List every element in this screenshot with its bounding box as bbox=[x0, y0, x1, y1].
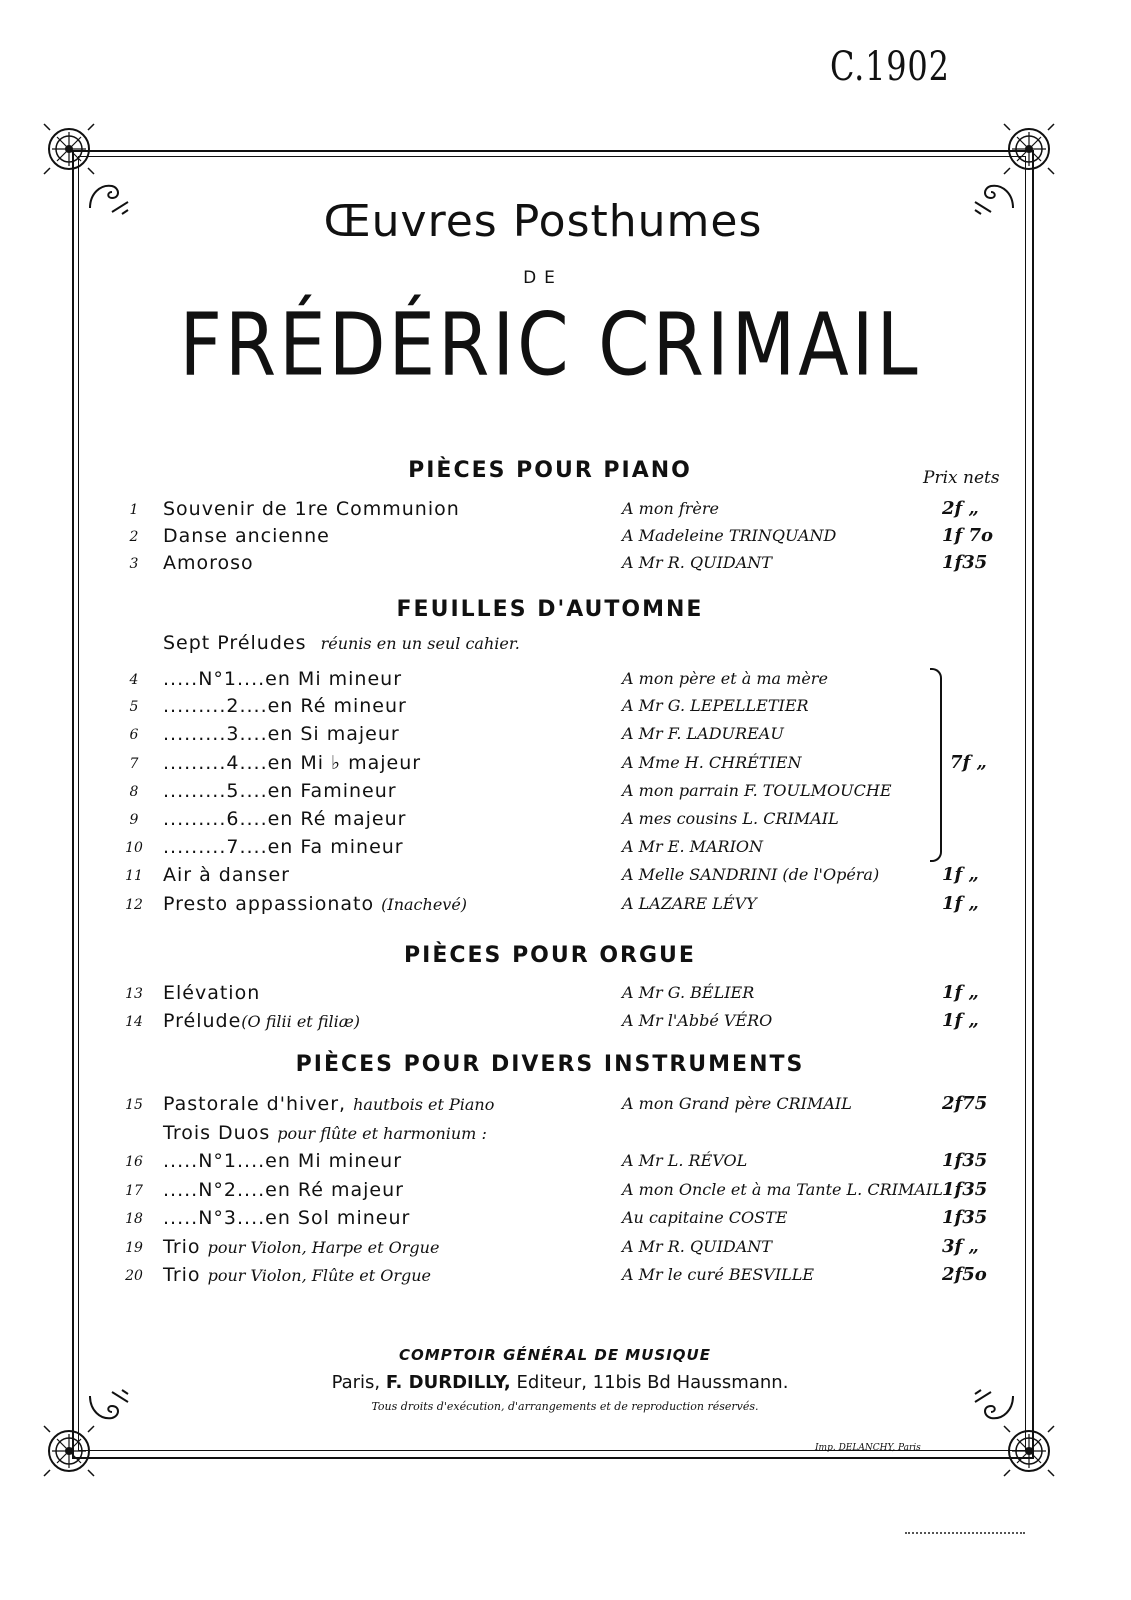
item-price: 1f „ bbox=[942, 864, 979, 885]
item-title: Trio pour Violon, Flûte et Orgue bbox=[163, 1264, 432, 1286]
item-dedication: A Mme H. CHRÉTIEN bbox=[622, 753, 802, 772]
item-title: .........2....en Ré mineur bbox=[163, 695, 407, 717]
item-dedication: A mon père et à ma mère bbox=[622, 669, 828, 688]
item-dedication: A Melle SANDRINI (de l'Opéra) bbox=[622, 865, 880, 884]
item-title: .....N°3....en Sol mineur bbox=[163, 1207, 411, 1229]
item-dedication: A Mr L. RÉVOL bbox=[622, 1151, 748, 1170]
item-dedication: A Mr G. BÉLIER bbox=[622, 983, 755, 1002]
item-title: .........6....en Ré majeur bbox=[163, 808, 407, 830]
item-dedication: A Mr l'Abbé VÉRO bbox=[622, 1011, 773, 1030]
item-number: 7 bbox=[129, 756, 139, 772]
item-price: 2f5o bbox=[942, 1264, 987, 1285]
item-number: 11 bbox=[125, 868, 143, 884]
item-dedication: A Mr le curé BESVILLE bbox=[622, 1265, 815, 1284]
item-number: 9 bbox=[129, 812, 139, 828]
trois-duos-heading: Trois Duos pour flûte et harmonium : bbox=[163, 1122, 487, 1144]
item-title: Souvenir de 1re Communion bbox=[163, 498, 460, 520]
item-title: Elévation bbox=[163, 982, 261, 1004]
catalogue-row bbox=[110, 752, 1010, 778]
catalogue-row bbox=[110, 864, 1010, 890]
item-number: 13 bbox=[125, 986, 143, 1002]
item-dedication: A mon parrain F. TOULMOUCHE bbox=[622, 781, 892, 800]
call-number: C.1902 bbox=[830, 44, 950, 90]
item-title: .........7....en Fa mineur bbox=[163, 836, 404, 858]
item-price: 1f35 bbox=[942, 1179, 988, 1200]
catalogue-row bbox=[110, 525, 1010, 551]
item-price: 1f 7o bbox=[942, 525, 994, 546]
item-price: 1f35 bbox=[942, 1207, 988, 1228]
item-price: 1f35 bbox=[942, 1150, 988, 1171]
catalogue-row bbox=[110, 552, 1010, 578]
item-title: Trio pour Violon, Harpe et Orgue bbox=[163, 1236, 440, 1258]
item-number: 20 bbox=[125, 1268, 143, 1284]
series-title: Œuvres Posthumes bbox=[323, 196, 763, 247]
catalogue-row bbox=[110, 1150, 1010, 1176]
item-number: 17 bbox=[125, 1183, 143, 1199]
sept-preludes-heading: Sept Préludes réunis en un seul cahier. bbox=[163, 632, 520, 654]
section-piano: PIÈCES POUR PIANO bbox=[408, 458, 692, 483]
catalogue-row bbox=[110, 695, 1010, 721]
item-price: 1f35 bbox=[942, 552, 988, 573]
item-title: .....N°1....en Mi mineur bbox=[163, 1150, 403, 1172]
item-number: 14 bbox=[125, 1014, 143, 1030]
catalogue-row bbox=[110, 982, 1010, 1008]
item-dedication: A mon frère bbox=[622, 499, 719, 518]
catalogue-row bbox=[110, 808, 1010, 834]
item-dedication: A Madeleine TRINQUAND bbox=[622, 526, 837, 545]
section-feuilles-automne: FEUILLES D'AUTOMNE bbox=[396, 597, 704, 622]
item-price: 1f „ bbox=[942, 893, 979, 914]
title-de: DE bbox=[523, 268, 563, 288]
item-price: 1f „ bbox=[942, 1010, 979, 1031]
catalogue-row bbox=[110, 893, 1010, 919]
publisher-house: COMPTOIR GÉNÉRAL DE MUSIQUE bbox=[399, 1346, 711, 1364]
catalogue-row bbox=[110, 1264, 1010, 1290]
item-title: .........5....en Famineur bbox=[163, 780, 397, 802]
item-dedication: Au capitaine COSTE bbox=[622, 1208, 788, 1227]
item-title: .....N°1....en Mi mineur bbox=[163, 668, 403, 690]
item-number: 15 bbox=[125, 1097, 143, 1113]
item-number: 3 bbox=[129, 556, 139, 572]
rights-notice: Tous droits d'exécution, d'arrangements et de reproduction réservés. bbox=[371, 1400, 759, 1413]
item-title: .........4....en Mi ♭ majeur bbox=[163, 752, 422, 774]
item-number: 19 bbox=[125, 1240, 143, 1256]
preludes-price: 7f „ bbox=[950, 752, 987, 773]
item-dedication: A Mr F. LADUREAU bbox=[622, 724, 784, 743]
item-dedication: A mon Grand père CRIMAIL bbox=[622, 1094, 852, 1113]
item-title: Amoroso bbox=[163, 552, 254, 574]
item-number: 16 bbox=[125, 1154, 143, 1170]
item-number: 6 bbox=[129, 727, 139, 743]
item-title: .....N°2....en Ré majeur bbox=[163, 1179, 404, 1201]
margin-mark bbox=[905, 1532, 1025, 1537]
item-number: 8 bbox=[129, 784, 139, 800]
catalogue-row bbox=[110, 1207, 1010, 1233]
item-number: 12 bbox=[125, 897, 143, 913]
item-title: Presto appassionato (Inachevé) bbox=[163, 893, 468, 915]
catalogue-row bbox=[110, 668, 1010, 694]
item-dedication: A Mr R. QUIDANT bbox=[622, 553, 772, 572]
publisher-address: Paris, F. DURDILLY, Editeur, 11bis Bd Haussmann. bbox=[331, 1372, 789, 1393]
catalogue-row bbox=[110, 836, 1010, 862]
item-dedication: A Mr R. QUIDANT bbox=[622, 1237, 772, 1256]
item-dedication: A Mr E. MARION bbox=[622, 837, 764, 856]
item-price: 2f „ bbox=[942, 498, 979, 519]
section-orgue: PIÈCES POUR ORGUE bbox=[404, 943, 696, 968]
item-price: 2f75 bbox=[942, 1093, 988, 1114]
item-price: 1f „ bbox=[942, 982, 979, 1003]
item-title: .........3....en Si majeur bbox=[163, 723, 400, 745]
price-column-label: Prix nets bbox=[923, 468, 1000, 488]
catalogue-row bbox=[110, 1236, 1010, 1262]
item-number: 1 bbox=[129, 502, 139, 518]
catalogue-row bbox=[110, 723, 1010, 749]
item-dedication: A Mr G. LEPELLETIER bbox=[622, 696, 809, 715]
item-dedication: A LAZARE LÉVY bbox=[622, 894, 757, 913]
item-title: Pastorale d'hiver, hautbois et Piano bbox=[163, 1093, 495, 1115]
printer-credit: Imp. DELANCHY, Paris bbox=[815, 1443, 921, 1453]
item-title: Air à danser bbox=[163, 864, 290, 886]
catalogue-row bbox=[110, 780, 1010, 806]
catalogue-row bbox=[110, 498, 1010, 524]
item-number: 18 bbox=[125, 1211, 143, 1227]
composer-name: FRÉDÉRIC CRIMAIL bbox=[179, 295, 921, 396]
item-number: 4 bbox=[129, 672, 139, 688]
catalogue-row bbox=[110, 1179, 1010, 1205]
item-dedication: A mon Oncle et à ma Tante L. CRIMAIL bbox=[622, 1180, 943, 1199]
catalogue-row bbox=[110, 1010, 1010, 1036]
catalogue-row bbox=[110, 1093, 1010, 1119]
item-title: Prélude(O filii et filiæ) bbox=[163, 1010, 361, 1032]
item-price: 3f „ bbox=[942, 1236, 979, 1257]
item-dedication: A mes cousins L. CRIMAIL bbox=[622, 809, 839, 828]
item-number: 2 bbox=[129, 529, 139, 545]
item-title: Danse ancienne bbox=[163, 525, 330, 547]
section-divers-instruments: PIÈCES POUR DIVERS INSTRUMENTS bbox=[295, 1052, 805, 1077]
item-number: 10 bbox=[125, 840, 143, 856]
item-number: 5 bbox=[129, 699, 139, 715]
